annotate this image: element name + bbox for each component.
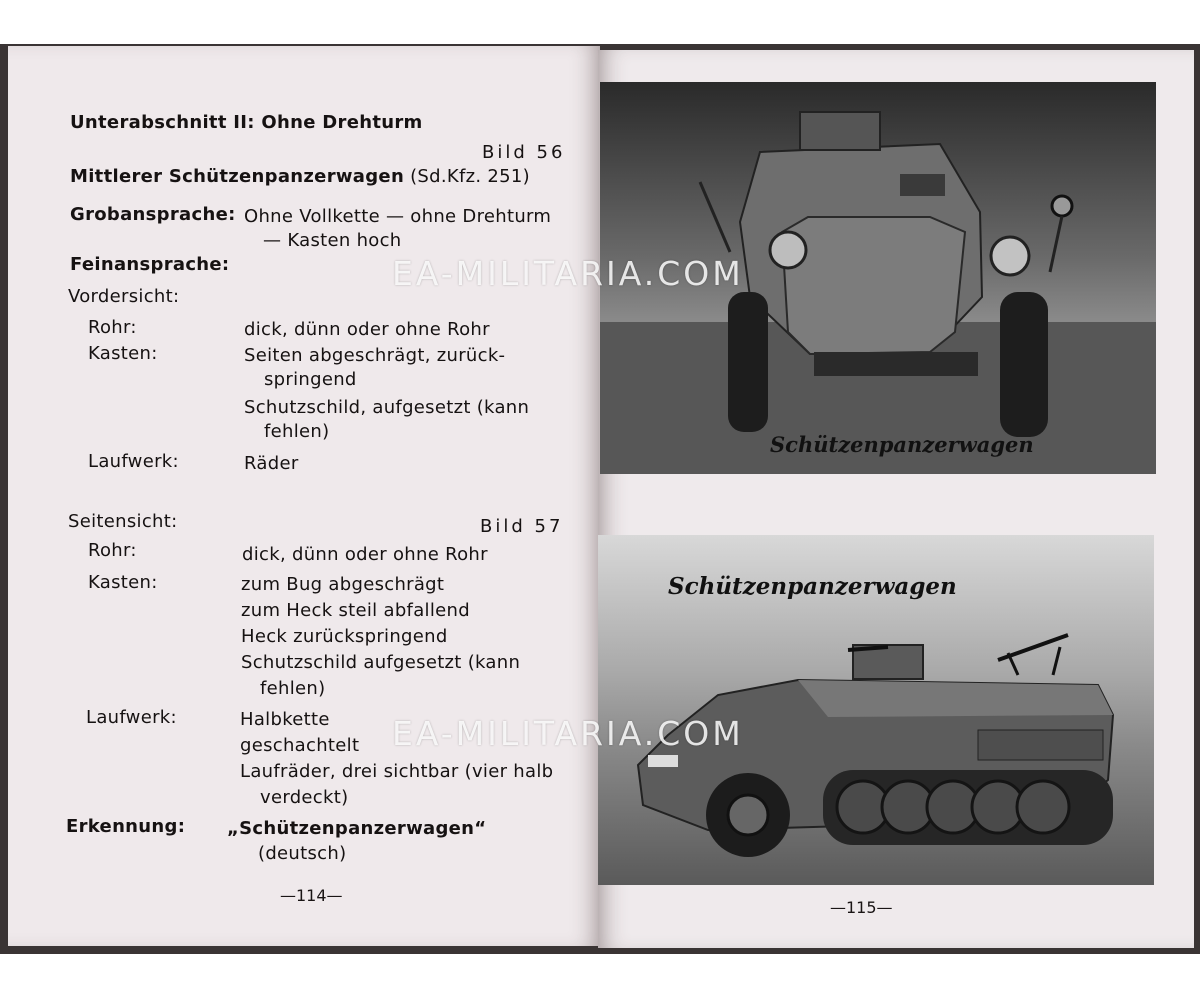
side-kasten-line: Schutzschild aufgesetzt (kann xyxy=(241,652,521,673)
book-spread xyxy=(0,44,1200,954)
front-rohr-label: Rohr: xyxy=(88,317,137,338)
erkennung-note: (deutsch) xyxy=(258,843,347,864)
erkennung-label: Erkennung: xyxy=(66,816,186,837)
left-page xyxy=(8,46,600,946)
vehicle-heading xyxy=(70,166,530,187)
caption-bottom: Schützenpanzerwagen xyxy=(668,573,957,600)
vehicle-code: (Sd.Kfz. 251) xyxy=(410,166,531,187)
side-kasten-line: fehlen) xyxy=(260,678,326,699)
side-kasten-line: zum Bug abgeschrägt xyxy=(241,574,445,595)
section-title: Unterabschnitt II: Ohne Drehturm xyxy=(70,112,423,133)
caption-top: Schützenpanzerwagen xyxy=(770,432,1034,457)
side-laufwerk-line: Laufräder, drei sichtbar (vier halb xyxy=(240,761,554,782)
side-laufwerk-line: Halbkette xyxy=(240,709,330,730)
front-rohr-value: dick, dünn oder ohne Rohr xyxy=(244,319,490,340)
front-kasten-line: fehlen) xyxy=(264,421,330,442)
watermark-bottom: EA-MILITARIA.COM xyxy=(392,714,744,753)
vehicle-name: Mittlerer Schützenpanzerwagen xyxy=(70,166,405,187)
page-number-right: —115— xyxy=(830,898,893,917)
figure-ref-56: Bild 56 xyxy=(482,142,566,163)
right-page xyxy=(598,50,1194,948)
side-kasten-line: zum Heck steil abfallend xyxy=(241,600,470,621)
side-laufwerk-line: verdeckt) xyxy=(260,787,349,808)
figure-ref-57: Bild 57 xyxy=(480,516,564,537)
front-kasten-line: Schutzschild, aufgesetzt (kann xyxy=(244,397,530,418)
side-rohr-value: dick, dünn oder ohne Rohr xyxy=(242,544,488,565)
watermark-top: EA-MILITARIA.COM xyxy=(392,254,744,293)
side-laufwerk-label: Laufwerk: xyxy=(86,707,177,728)
fein-label: Feinansprache: xyxy=(70,254,230,275)
side-rohr-label: Rohr: xyxy=(88,540,137,561)
photo-side-view xyxy=(598,535,1154,885)
grob-value-2: — Kasten hoch xyxy=(263,230,402,251)
front-view-label: Vordersicht: xyxy=(68,286,180,307)
page-number-left: —114— xyxy=(280,886,343,905)
front-kasten-line: Seiten abgeschrägt, zurück- xyxy=(244,345,506,366)
side-view-label: Seitensicht: xyxy=(68,511,178,532)
front-kasten-label: Kasten: xyxy=(88,343,158,364)
side-kasten-line: Heck zurückspringend xyxy=(241,626,448,647)
side-laufwerk-line: geschachtelt xyxy=(240,735,360,756)
front-laufwerk-label: Laufwerk: xyxy=(88,451,179,472)
side-kasten-label: Kasten: xyxy=(88,572,158,593)
front-kasten-line: springend xyxy=(264,369,357,390)
grob-value-1: Ohne Vollkette — ohne Drehturm xyxy=(244,206,552,227)
grob-label: Grobansprache: xyxy=(70,204,236,225)
erkennung-value: „Schützenpanzerwagen“ xyxy=(227,818,487,839)
front-laufwerk-value: Räder xyxy=(244,453,299,474)
